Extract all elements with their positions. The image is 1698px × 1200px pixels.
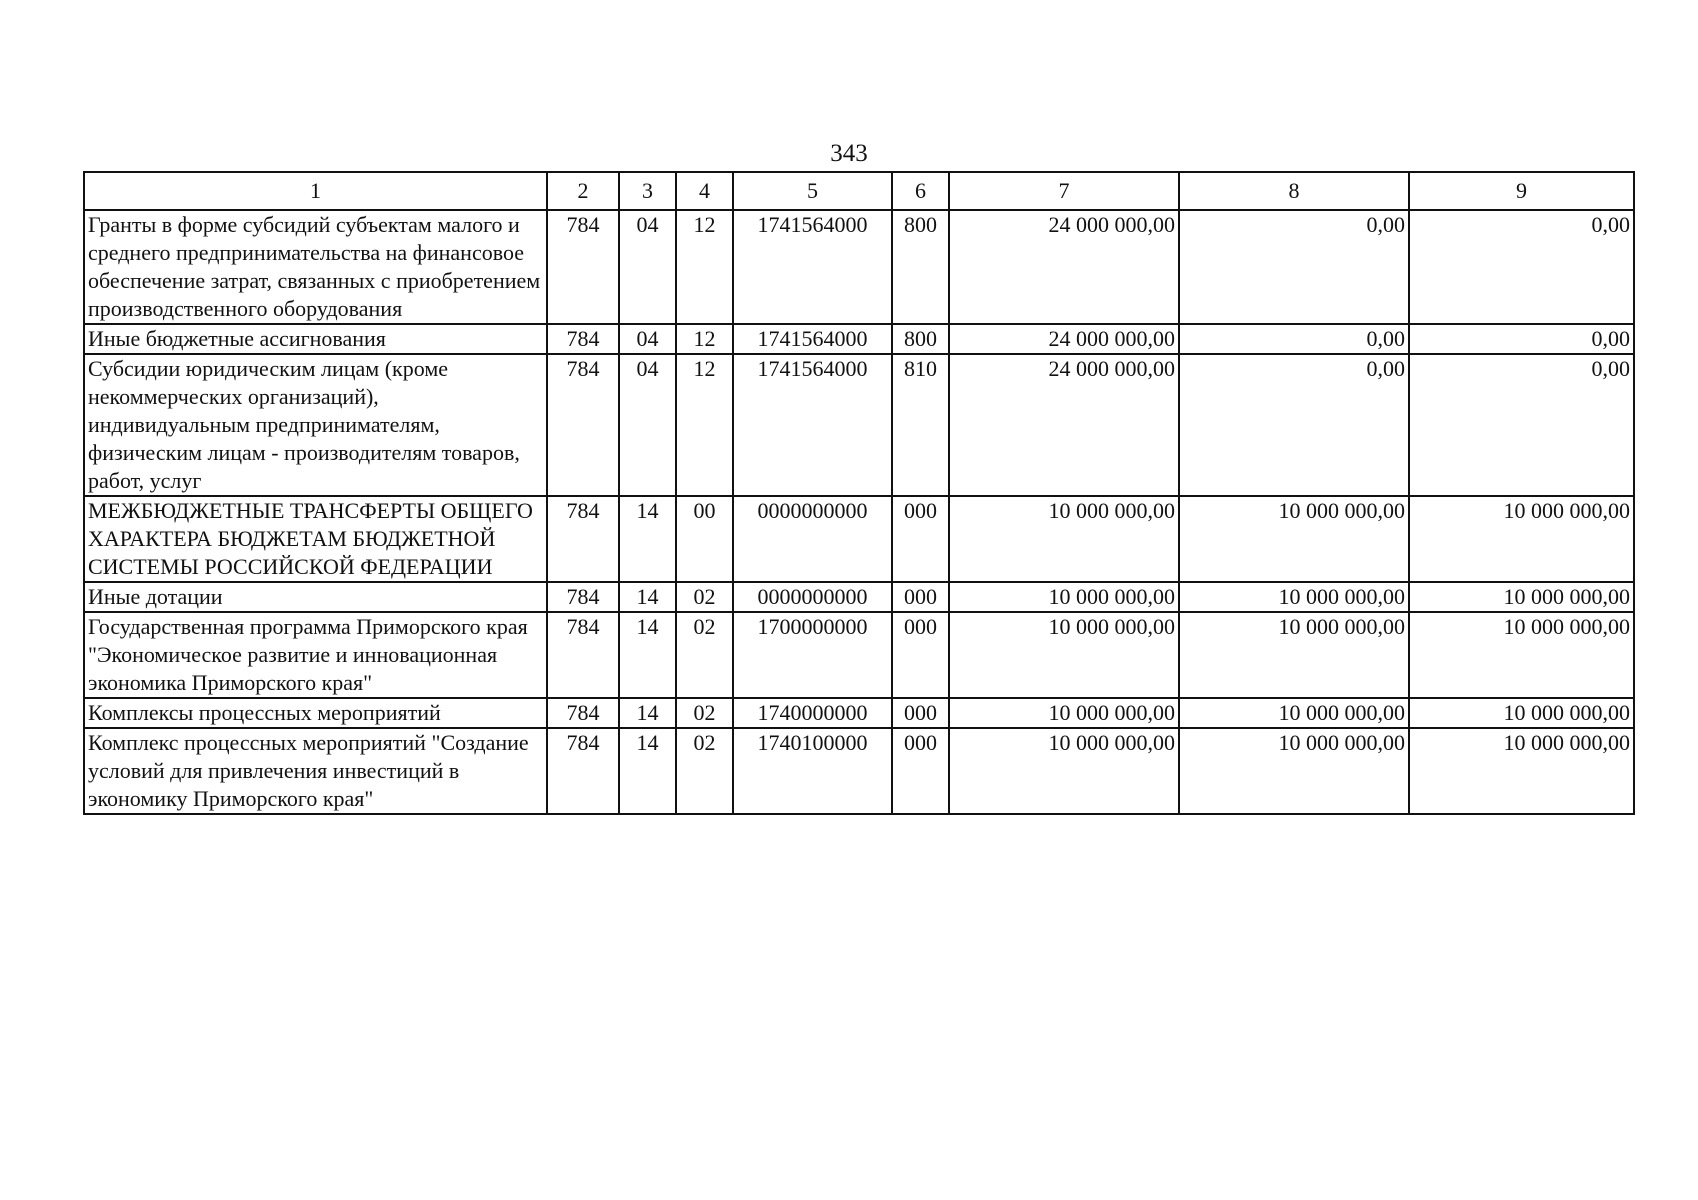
code-vr: 800 [892,324,949,354]
amount-col7: 10 000 000,00 [949,728,1179,814]
amount-col7: 10 000 000,00 [949,698,1179,728]
amount-col7: 10 000 000,00 [949,612,1179,698]
table-row [84,612,1634,698]
code-csr: 1700000000 [733,612,892,698]
header-cell: 7 [949,172,1179,210]
code-csr: 1740000000 [733,698,892,728]
row-name: Комплексы процессных мероприятий [84,698,547,728]
amount-col9: 10 000 000,00 [1409,582,1634,612]
amount-col8: 10 000 000,00 [1179,612,1409,698]
header-cell: 3 [619,172,676,210]
code-rz: 14 [619,728,676,814]
header-cell: 2 [547,172,619,210]
row-name: Иные дотации [84,582,547,612]
code-pr: 12 [676,324,733,354]
code-csr: 1741564000 [733,324,892,354]
page-number: 343 [830,140,868,167]
row-name: Комплекс процессных мероприятий "Создание условий для привлечения инвестиций в экономику Приморского края" [84,728,547,814]
budget-table [83,171,1635,815]
code-vr: 810 [892,354,949,496]
code-pr: 02 [676,582,733,612]
amount-col7: 24 000 000,00 [949,324,1179,354]
amount-col9: 10 000 000,00 [1409,698,1634,728]
table-row [84,354,1634,496]
code-csr: 1740100000 [733,728,892,814]
code-rz: 14 [619,496,676,582]
amount-col7: 10 000 000,00 [949,582,1179,612]
header-row [84,172,1634,210]
code-gr: 784 [547,324,619,354]
code-csr: 1741564000 [733,354,892,496]
code-gr: 784 [547,210,619,324]
amount-col9: 10 000 000,00 [1409,496,1634,582]
header-cell: 5 [733,172,892,210]
row-name: Государственная программа Приморского края "Экономическое развитие и инновационная экономика Приморского края" [84,612,547,698]
amount-col9: 10 000 000,00 [1409,728,1634,814]
code-rz: 14 [619,698,676,728]
row-name: МЕЖБЮДЖЕТНЫЕ ТРАНСФЕРТЫ ОБЩЕГО ХАРАКТЕРА БЮДЖЕТАМ БЮДЖЕТНОЙ СИСТЕМЫ РОССИЙСКОЙ ФЕДЕРАЦИИ [84,496,547,582]
code-gr: 784 [547,612,619,698]
code-csr: 1741564000 [733,210,892,324]
amount-col7: 24 000 000,00 [949,354,1179,496]
code-gr: 784 [547,354,619,496]
code-pr: 02 [676,698,733,728]
amount-col7: 10 000 000,00 [949,496,1179,582]
header-cell: 8 [1179,172,1409,210]
code-rz: 14 [619,582,676,612]
amount-col8: 0,00 [1179,324,1409,354]
code-gr: 784 [547,582,619,612]
row-name: Гранты в форме субсидий субъектам малого и среднего предпринимательства на финансовое обеспечение затрат, связанных с приобретением производственного оборудования [84,210,547,324]
amount-col7: 24 000 000,00 [949,210,1179,324]
row-name: Субсидии юридическим лицам (кроме некоммерческих организаций), индивидуальным предпринимателям, физическим лицам - производителям товаров, работ, услуг [84,354,547,496]
code-vr: 000 [892,728,949,814]
amount-col8: 0,00 [1179,210,1409,324]
code-gr: 784 [547,728,619,814]
code-csr: 0000000000 [733,582,892,612]
code-pr: 12 [676,210,733,324]
table-row [84,210,1634,324]
amount-col9: 0,00 [1409,354,1634,496]
code-rz: 04 [619,324,676,354]
header-cell: 6 [892,172,949,210]
code-gr: 784 [547,496,619,582]
row-name: Иные бюджетные ассигнования [84,324,547,354]
amount-col8: 10 000 000,00 [1179,582,1409,612]
table-row [84,582,1634,612]
code-rz: 04 [619,354,676,496]
code-vr: 000 [892,582,949,612]
code-pr: 12 [676,354,733,496]
code-gr: 784 [547,698,619,728]
header-cell: 1 [84,172,547,210]
code-pr: 02 [676,728,733,814]
code-vr: 800 [892,210,949,324]
code-vr: 000 [892,496,949,582]
code-rz: 14 [619,612,676,698]
amount-col9: 10 000 000,00 [1409,612,1634,698]
amount-col8: 10 000 000,00 [1179,698,1409,728]
code-csr: 0000000000 [733,496,892,582]
code-vr: 000 [892,612,949,698]
amount-col8: 10 000 000,00 [1179,496,1409,582]
amount-col9: 0,00 [1409,324,1634,354]
code-pr: 02 [676,612,733,698]
header-cell: 4 [676,172,733,210]
header-cell: 9 [1409,172,1634,210]
table-row [84,698,1634,728]
table-row [84,728,1634,814]
code-rz: 04 [619,210,676,324]
amount-col8: 10 000 000,00 [1179,728,1409,814]
amount-col9: 0,00 [1409,210,1634,324]
amount-col8: 0,00 [1179,354,1409,496]
table-row [84,496,1634,582]
code-vr: 000 [892,698,949,728]
table-row [84,324,1634,354]
code-pr: 00 [676,496,733,582]
